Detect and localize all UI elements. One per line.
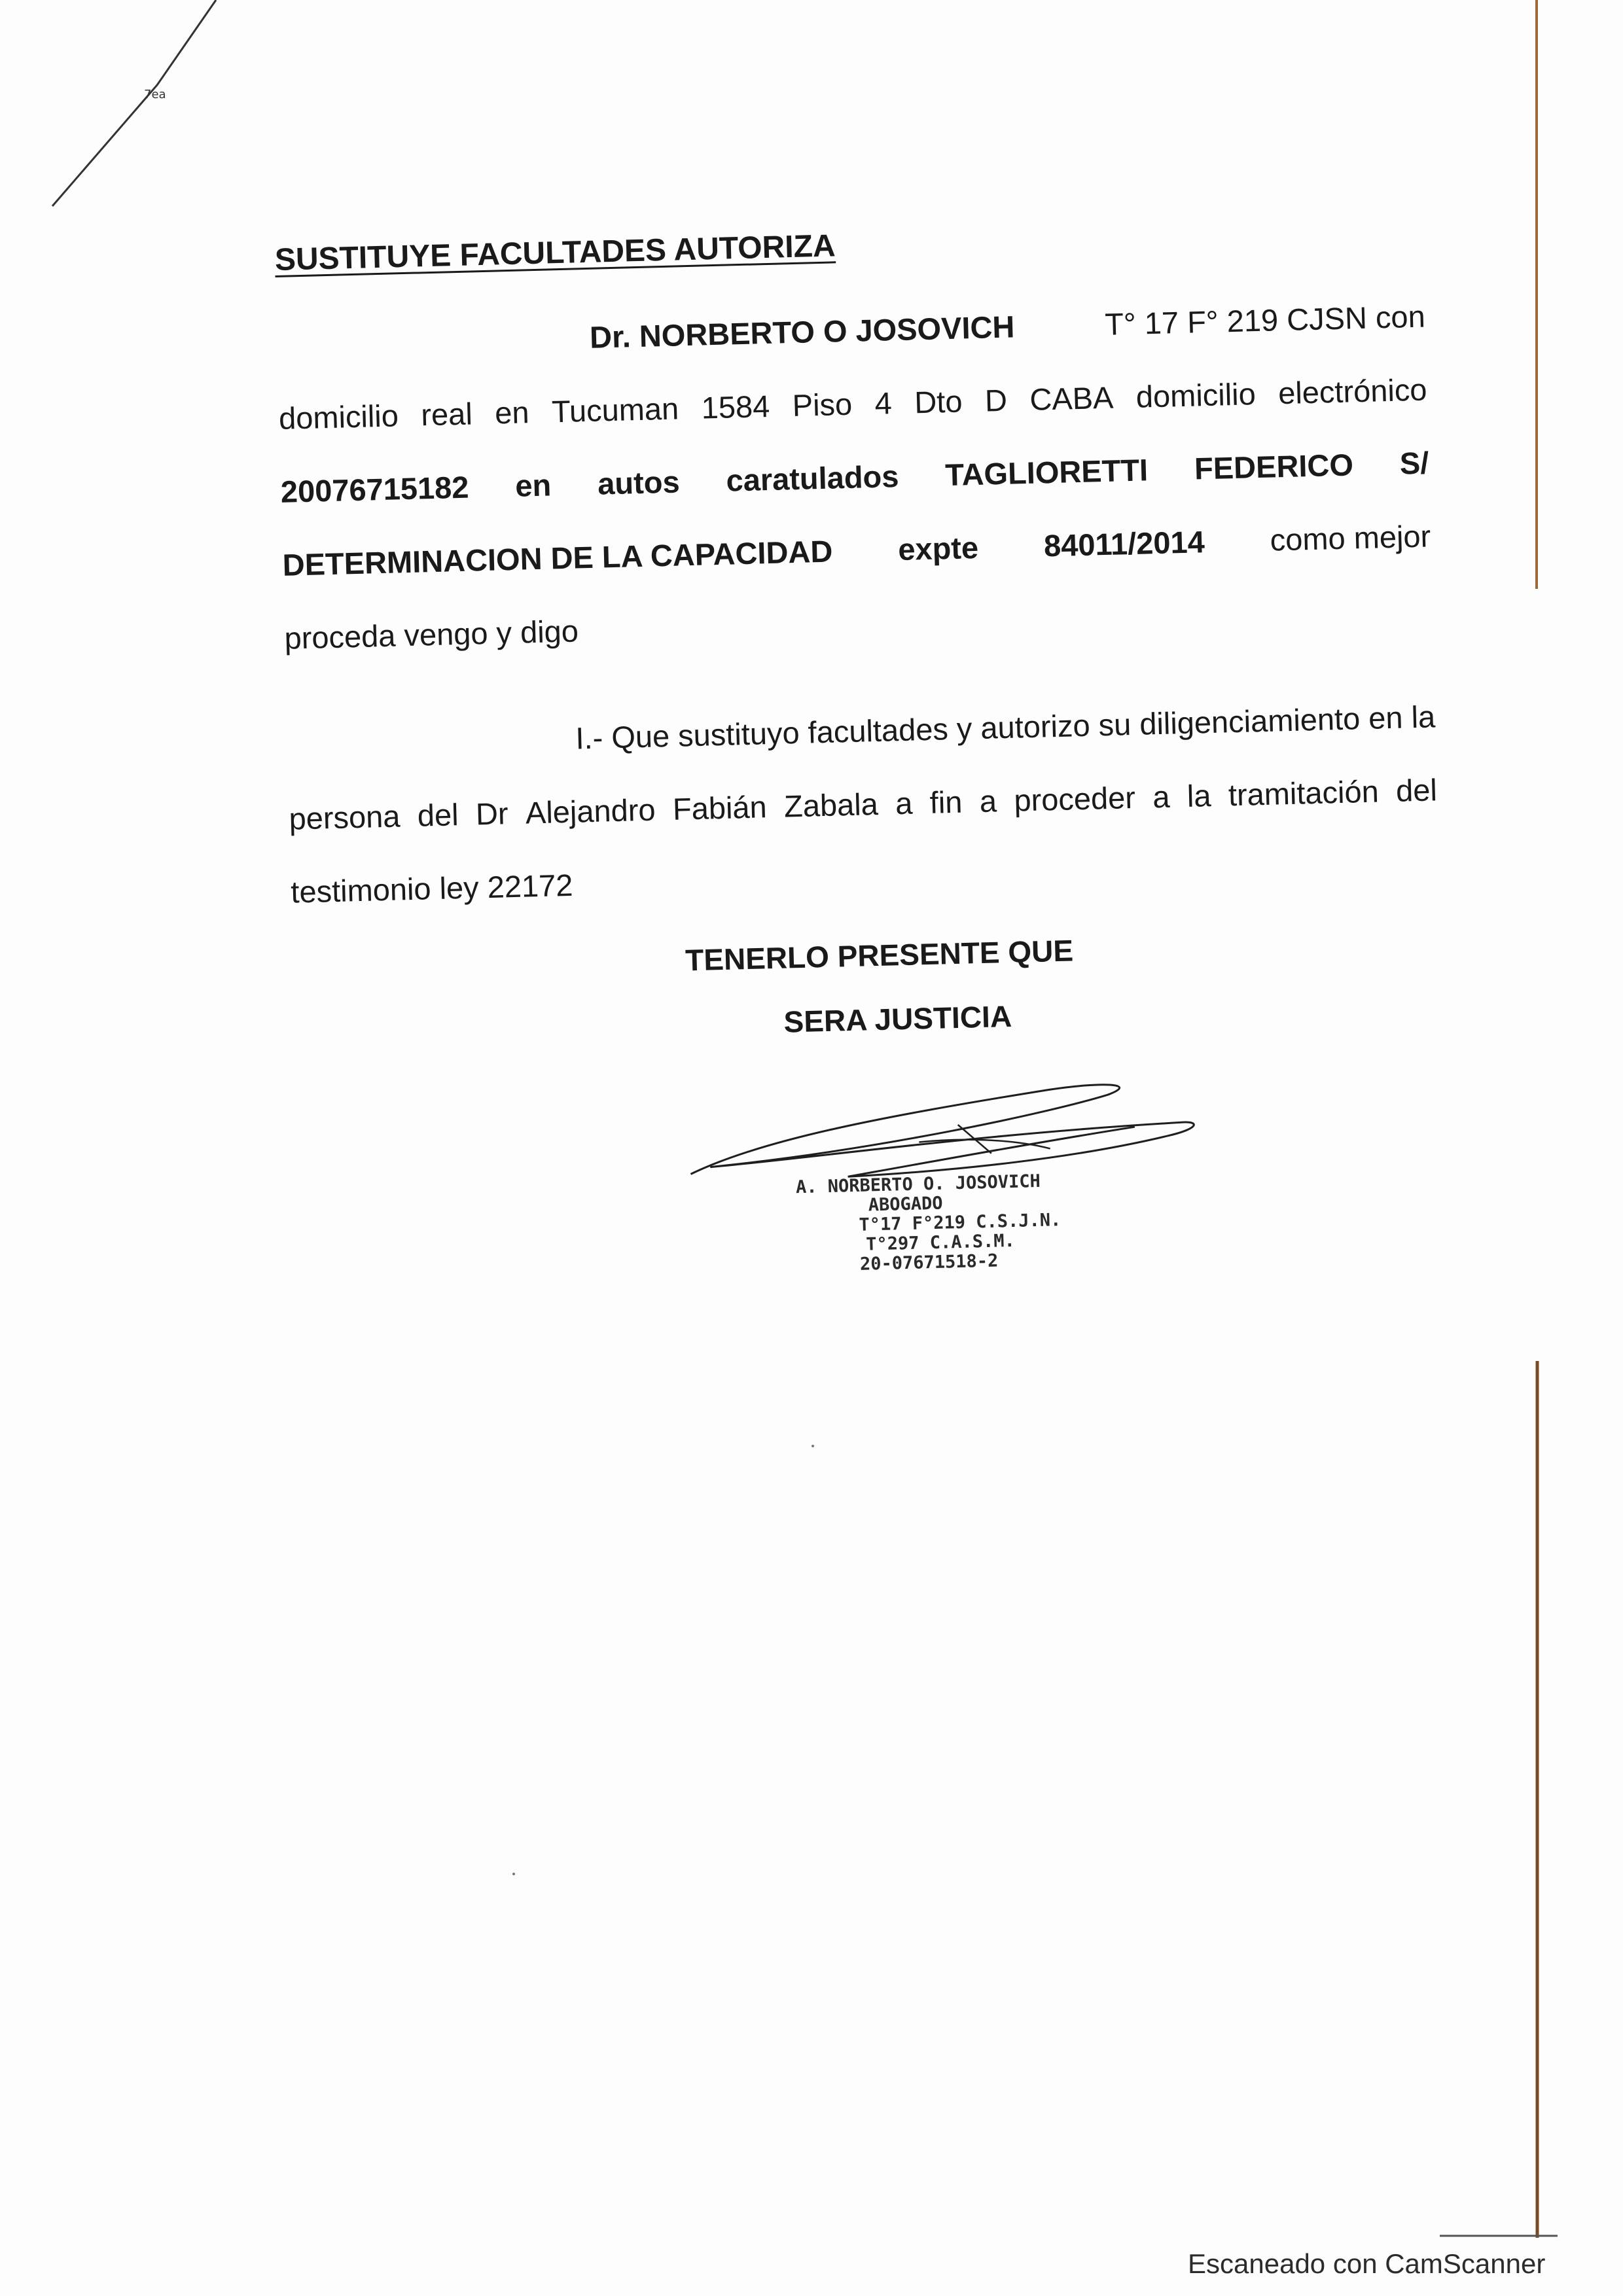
stamp-registration-2: T°297 C.A.S.M. <box>865 1230 1016 1255</box>
word: D <box>984 382 1008 418</box>
stamp-tax-id: 20-07671518-2 <box>859 1250 999 1275</box>
stamp-registration-1: T°17 F°219 C.S.J.N. <box>859 1210 1061 1235</box>
word: la <box>1186 778 1212 813</box>
paragraph-1-line-1: I.- Que sustituyo facultades y autorizo su diligenciamiento en la <box>575 699 1436 756</box>
intro-line-4 <box>282 518 1431 583</box>
word: tramitación <box>1228 773 1380 813</box>
word: del <box>417 797 459 833</box>
case-subject: DETERMINACION DE LA CAPACIDAD <box>282 533 833 582</box>
word: real <box>420 396 473 433</box>
lawyer-name: Dr. NORBERTO O JOSOVICH <box>589 309 1015 355</box>
word: CABA <box>1029 380 1115 417</box>
lawyer-stamp <box>796 1170 1126 1277</box>
word: fin <box>929 784 963 820</box>
word: proceder <box>1013 779 1136 818</box>
word: Fabián <box>672 789 768 826</box>
electronic-domicile-number: 20076715182 <box>280 469 470 509</box>
intro-line-3 <box>280 444 1429 510</box>
svg-text:7ea: 7ea <box>144 88 166 101</box>
stamp-title: ABOGADO <box>868 1193 943 1216</box>
word: Zabala <box>783 786 879 824</box>
scan-speck <box>512 1873 515 1875</box>
closing-line-2: SERA JUSTICIA <box>783 998 1012 1039</box>
word: persona <box>288 798 401 836</box>
word: en <box>514 467 552 503</box>
stamp-name: A. NORBERTO O. JOSOVICH <box>795 1171 1041 1198</box>
word: Alejandro <box>525 792 656 830</box>
word: domicilio <box>1135 376 1257 414</box>
file-label: expte <box>897 529 979 567</box>
case-party-name: FEDERICO <box>1194 447 1354 486</box>
word: del <box>1395 772 1438 808</box>
scan-speck <box>812 1445 814 1447</box>
word: en <box>494 395 530 431</box>
phrase: como mejor <box>1270 518 1431 557</box>
word: Dr <box>475 796 509 832</box>
intro-line-1 <box>277 298 1426 364</box>
registration-info: T° 17 F° 219 CJSN con <box>1104 298 1426 342</box>
closing-line-1: TENERLO PRESENTE QUE <box>685 933 1074 978</box>
case-party-name: TAGLIORETTI <box>944 452 1149 493</box>
word: domicilio <box>278 398 399 436</box>
page-edge-bottom <box>0 2228 1558 2241</box>
word: autos <box>597 464 681 501</box>
word: Dto <box>914 383 963 420</box>
word: a <box>979 783 997 819</box>
document-title: SUSTITUYE FACULTADES AUTORIZA <box>274 228 836 277</box>
word: caratulados <box>725 458 899 498</box>
paragraph-1-line-3: testimonio ley 22172 <box>290 867 574 910</box>
word: a <box>1152 779 1171 815</box>
word: electrónico <box>1277 372 1428 411</box>
intro-line-5: proceda vengo y digo <box>283 613 579 656</box>
word: Tucuman <box>551 391 679 429</box>
file-number: 84011/2014 <box>1043 524 1205 563</box>
scanner-watermark: Escaneado con CamScanner <box>1188 2248 1546 2279</box>
intro-line-2 <box>278 372 1427 437</box>
word: S/ <box>1399 445 1429 481</box>
word: a <box>895 785 913 821</box>
word: 1584 <box>700 388 770 425</box>
paragraph-1-line-2 <box>289 771 1438 837</box>
word: Piso <box>792 386 853 423</box>
word: 4 <box>874 385 893 421</box>
